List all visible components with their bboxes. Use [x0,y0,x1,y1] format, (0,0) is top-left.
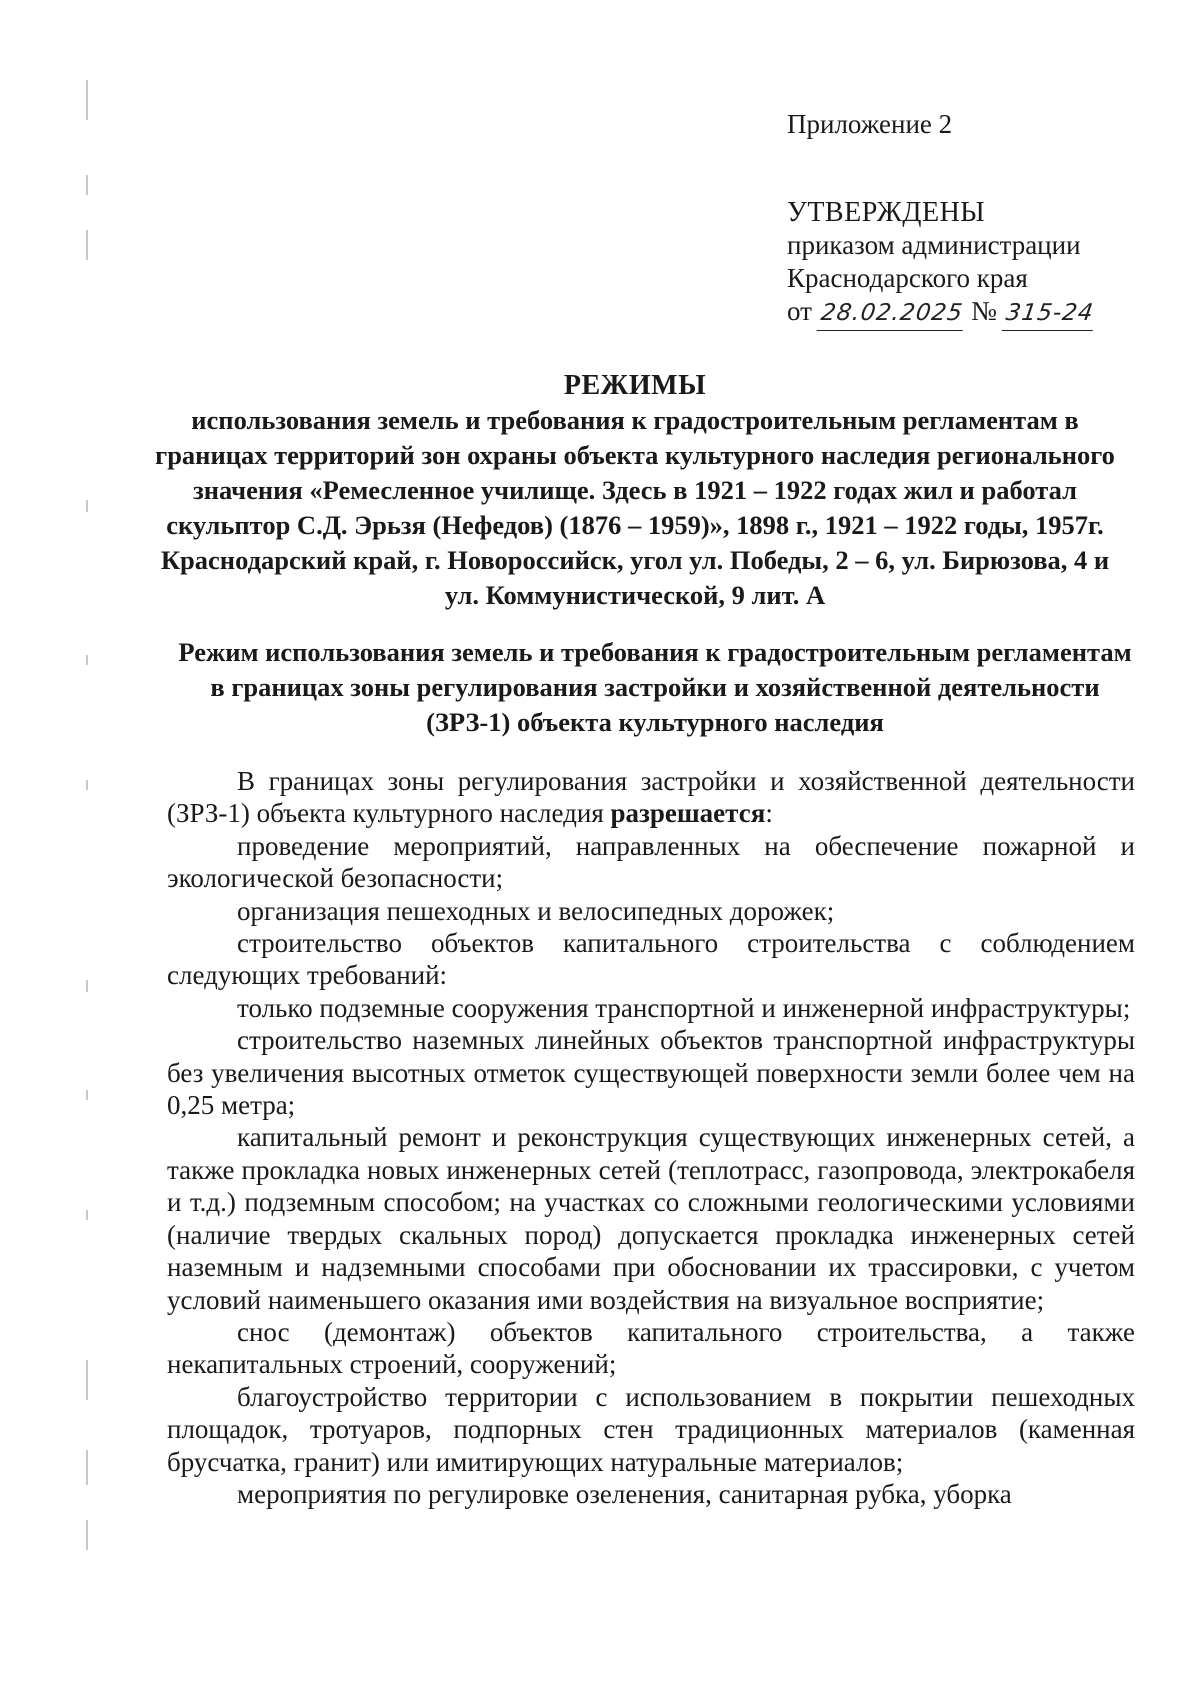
document-subtitle: использования земель и требования к градостроительным регламентам в границах территорий зон охраны объекта культурного наследия регионального значения «Ремесленное училище. Здесь в 1921 – 1922 годах жил и работал скульптор С.Д. Эрьзя (Нефедов) (1876 – 1959)», 1898 г., 1921 – 1922 годы, 1957г. Краснодарский край, г. Новороссийск, угол ул. Победы, 2 – 6, ул. Бирюзова, 4 и ул. Коммунистической, 9 лит. А [155,405,1115,610]
intro-text: В границах зоны регулирования застройки и хозяйственной деятельности (ЗРЗ-1) объекта культурного наследия [167,766,1135,829]
document-title-block [150,368,1120,613]
order-date-number [787,295,1167,331]
approval-block [787,108,1167,331]
list-item: благоустройство территории с использованием в покрытии пешеходных площадок, тротуаров, подпорных стен традиционных материалов (каменная брусчатка, гранит) или имитирующих натуральные материалов; [167,1381,1135,1477]
approval-line-1: приказом администрации [787,230,1081,260]
list-item: только подземные сооружения транспортной и инженерной инфраструктуры; [237,992,1131,1023]
approval-line-2: Краснодарского края [787,263,1028,293]
document-body [167,765,1135,1510]
list-item: капитальный ремонт и реконструкция существующих инженерных сетей, а также прокладка новых инженерных сетей (теплотрасс, газопровода, электрокабеля и т.д.) подземным способом; на участках со сложными геологическими условиями (наличие твердых скальных пород) допускается прокладка инженерных сетей наземным и надземными способами при обосновании их трассировки, с учетом условий наименьшего оказания ими воздействия на визуальное восприятие; [167,1122,1135,1315]
number-prefix: № [971,296,997,326]
date-prefix: от [787,296,812,326]
handwritten-number: 315-24 [1001,297,1097,331]
intro-bold: разрешается [610,798,766,829]
approval-heading: УТВЕРЖДЕНЫ [787,197,986,228]
handwritten-date: 28.02.2025 [816,297,966,331]
list-item: проведение мероприятий, направленных на обеспечение пожарной и экологической безопасности; [167,830,1135,894]
document-title: РЕЖИМЫ [563,370,707,401]
list-item: строительство наземных линейных объектов транспортной инфраструктуры без увеличения высотных отметок существующей поверхности земли более чем на 0,25 метра; [167,1025,1135,1121]
list-item: строительство объектов капитального строительства с соблюдением следующих требований: [167,928,1135,991]
list-item: мероприятия по регулировке озеленения, санитарная рубка, уборка [237,1478,1012,1509]
intro-end: : [765,798,773,829]
list-item: снос (демонтаж) объектов капитального строительства, а также некапитальных строений, сооружений; [167,1316,1135,1380]
list-item: организация пешеходных и велосипедных дорожек; [237,895,835,926]
intro-paragraph [167,765,1135,830]
scan-margin-marks [86,80,90,1640]
annex-label: Приложение 2 [787,109,953,139]
section-heading: Режим использования земель и требования к градостроительным регламентам в границах зоны регулирования застройки и хозяйственной деятельности (ЗРЗ-1) объекта культурного наследия [178,637,1132,737]
